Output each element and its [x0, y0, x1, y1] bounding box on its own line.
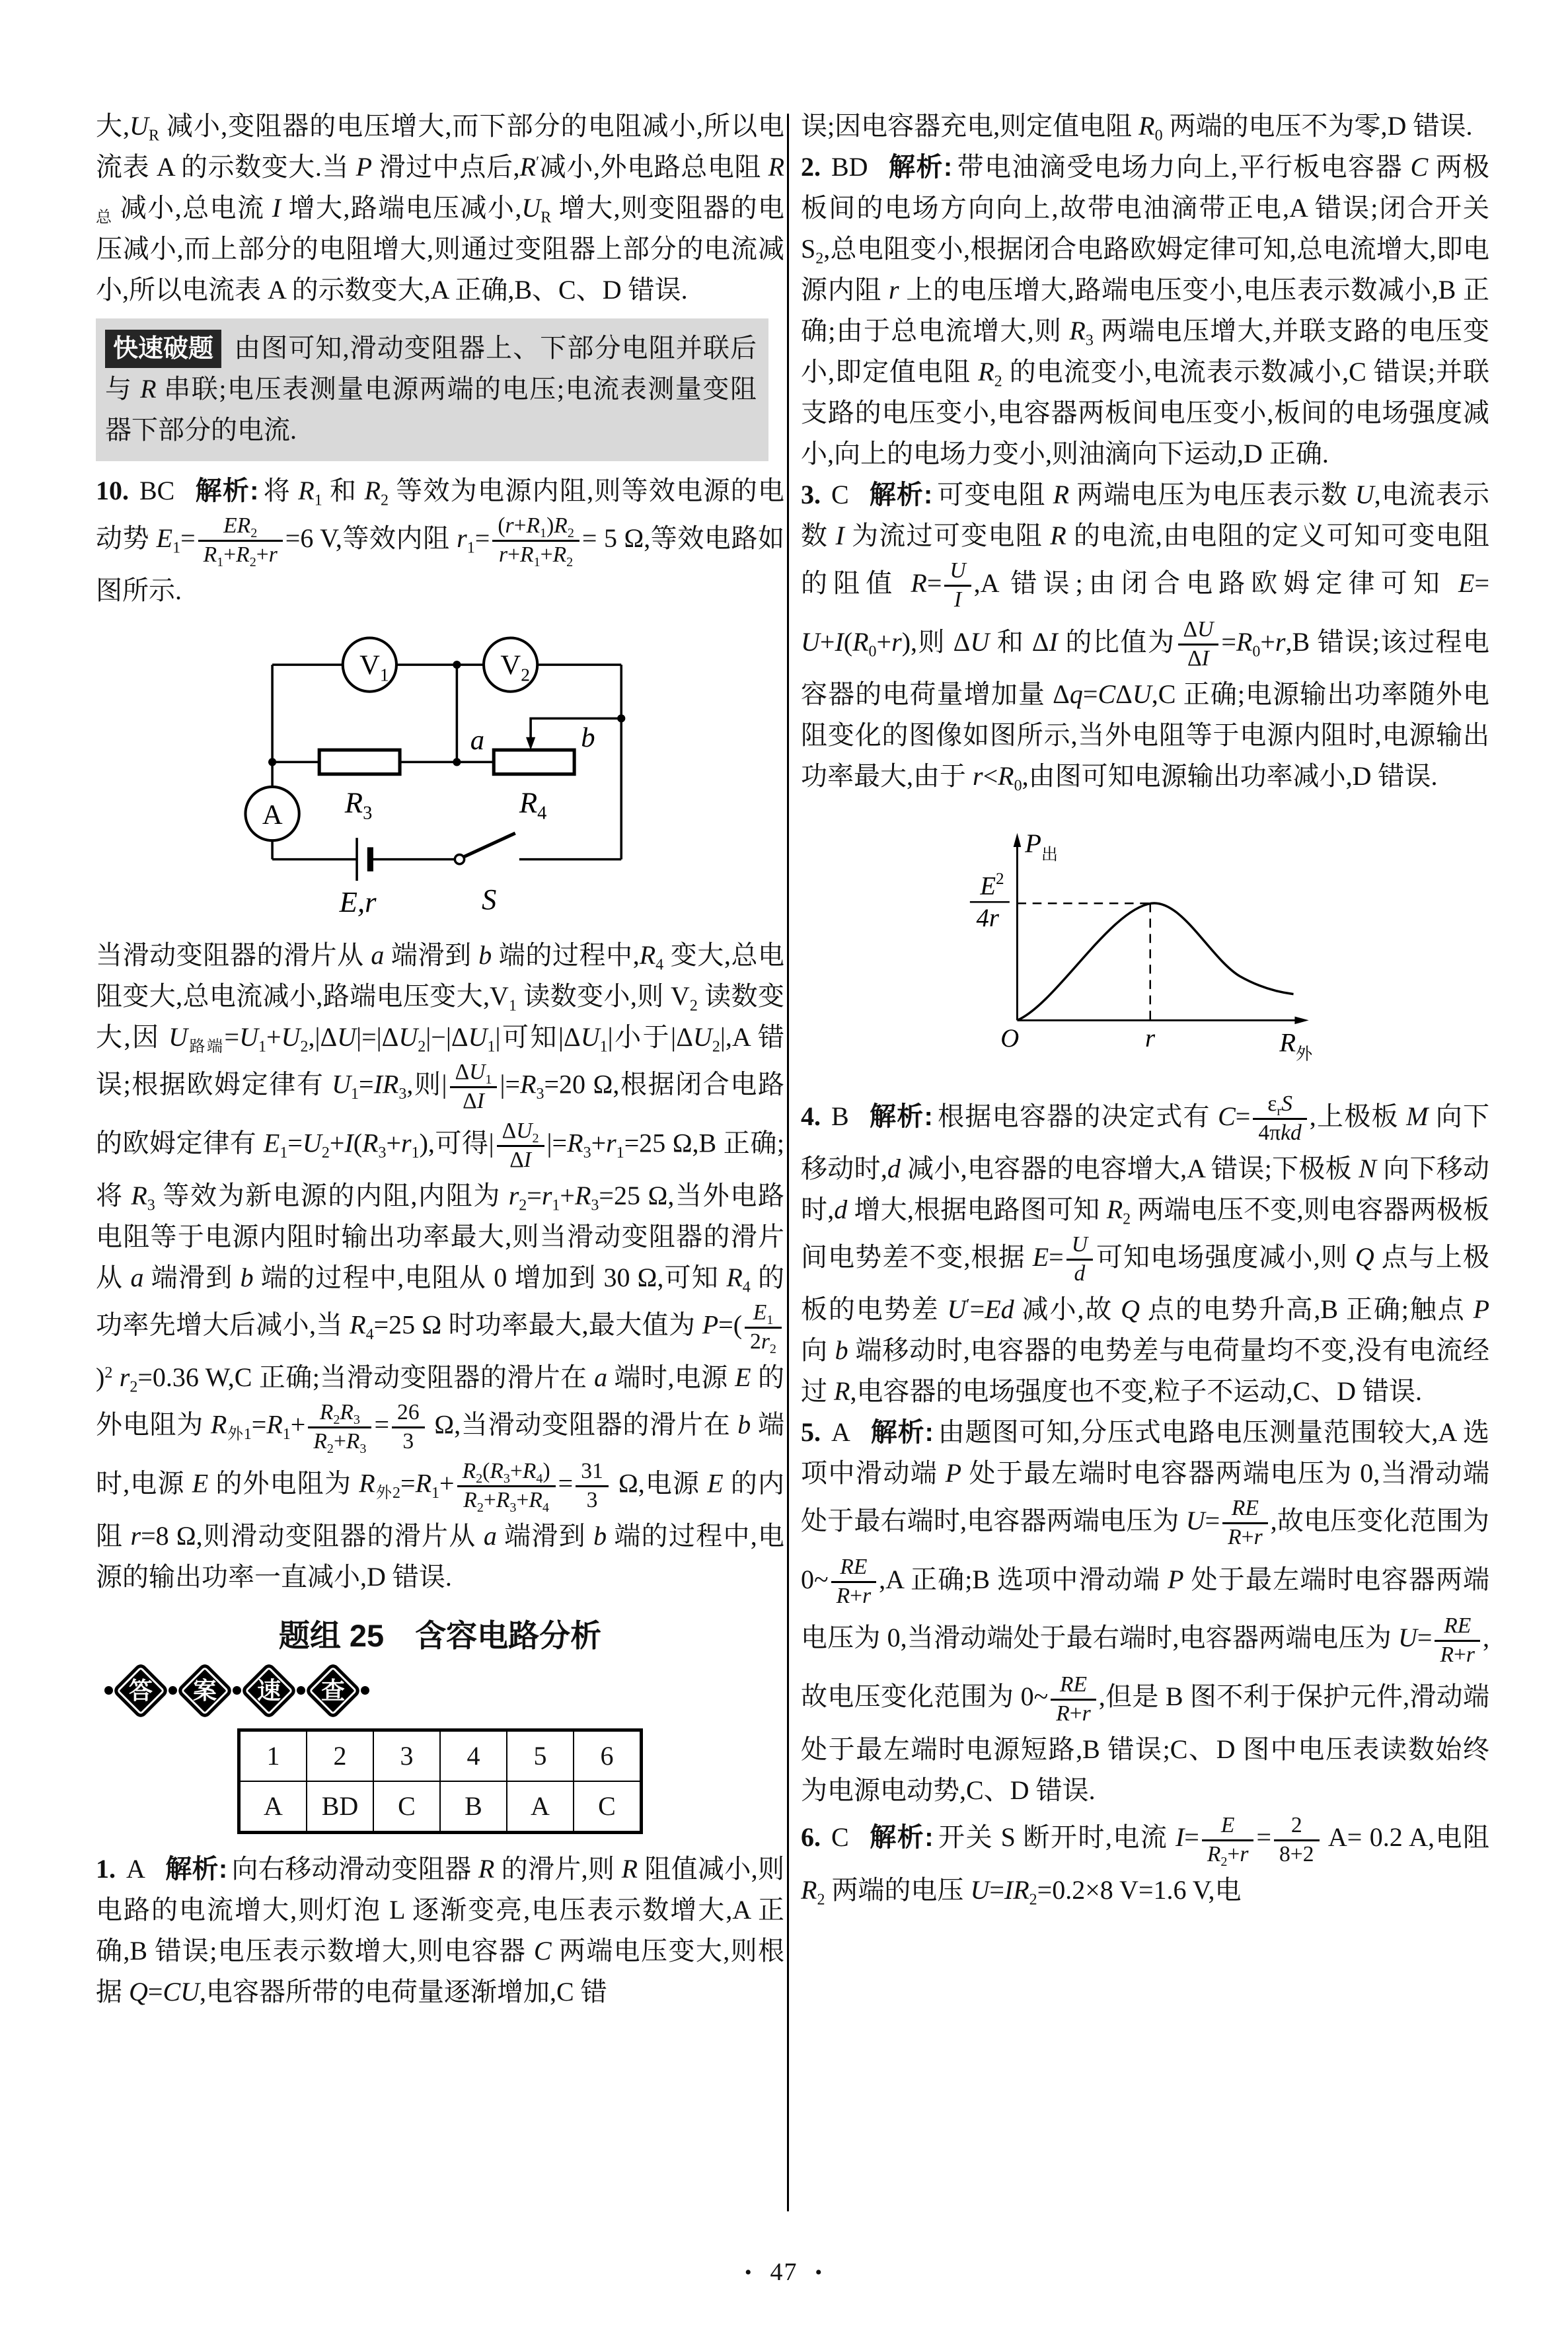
item-5 [801, 1412, 1489, 1811]
item-number: 5. [801, 1417, 821, 1447]
item-answer: BC [139, 476, 175, 505]
battery-symbol [357, 838, 370, 881]
page-number: 47 [770, 2258, 798, 2286]
item-answer: A [831, 1417, 850, 1447]
terminal-a-label: a [470, 725, 485, 757]
answer-check-badge [97, 1670, 784, 1711]
switch-label: S [481, 882, 497, 916]
power-graph-figure [801, 803, 1489, 1083]
origin-label: O [1000, 1024, 1020, 1052]
y-max-fraction [970, 870, 1010, 932]
badge-dot [361, 1686, 369, 1695]
item-number: 10. [96, 476, 129, 505]
badge-diamond: 答 [112, 1662, 170, 1720]
power-vs-resistance-graph [947, 803, 1343, 1071]
battery-label: E,r [339, 885, 377, 916]
analysis-label: 解析: [165, 1854, 228, 1884]
analysis-label: 解析: [868, 1101, 933, 1131]
y-axis-label: $P_出$ [1025, 828, 1059, 864]
item-1 [96, 1849, 784, 2012]
page-footer [0, 2252, 1568, 2293]
item-answer: C [831, 1822, 849, 1853]
slider-arrow [526, 737, 535, 750]
quick-tip-label: 快速破题 [105, 330, 221, 368]
rheostat-r4-label: $R_4$ [519, 786, 547, 824]
answer-table-row [239, 1781, 642, 1833]
item-number: 6. [801, 1822, 821, 1853]
item-body: 根据电容器的决定式有 C= $\frac{\varepsilon_rS}{\text{4πkd}}$ ,上极板 M 向下移动时,d 减小,电容器的电容增大,A 错误;下极板 N 向下移动时,d 增大,根据电路图可知 $R_2$ 两端电压不变,则电容器两极板间电势差不变,根据 E= $\frac{U}{d}$ 可知电场强度减小,则 Q 点与上极板的电势差 U′=Ed 减小,故 Q 点的电势升高,B 正确;触点 P 向 b 端移动时,电容器的电势差与电荷量均不变,没有电流经过 R,电容器的电场强度也不变,粒子不运动,C、D 错误. [801, 1091, 1489, 1406]
graph-axes [1017, 843, 1298, 1020]
item-body: 可变电阻 R 两端电压为电压表示数 U,电流表示数 I 为流过可变电阻 R 的电流,由电阻的定义可知可变电阻的阻值 R= $\frac{U}{I}$ ,A 错误;由闭合电路欧姆定律可知 $E= U+I(R_0+r)$,则 ΔU 和 ΔI 的比值为 $\frac{\Delta U}{\Delta I}$ $=R_0+r,B$ 错误;该过程电容器的电荷量增加量 Δq=CΔU,C 正确;电源输出功率随外电阻变化的图像如图所示,当外电阻等于电源内阻时,电源输出功率最大,由于 $r<R_0$,由图可知电源输出功率减小,D 错误. [801, 480, 1489, 795]
badge-diamond: 案 [176, 1662, 234, 1720]
y-axis-arrow [1014, 833, 1022, 847]
item-body: 带电油滴受电场力向上,平行板电容器 C 两极板间的电场方向向上,故带电油滴带正电,A 错误;闭合开关 $S_2$,总电阻变小,根据闭合电路欧姆定律可知,总电流增大,即电源内阻 r 上的电压增大,路端电压变小,电压表示数减小,B 正确;由于总电流增大,则 $R_3$ 两端电压增大,并联支路的电压变小,即定值电阻 $R_2$ 的电流变小,电流表示数减小,C 错误;并联支路的电压变小,电容器两板间电压变小,板间的电场强度减小,向上的电场力变小,则油滴向下运动,D 正确. [801, 152, 1489, 468]
answer-table-cell: C [574, 1781, 642, 1833]
answer-table-cell: 5 [507, 1730, 574, 1781]
answer-table-cell: B [440, 1781, 507, 1833]
item-answer: B [831, 1101, 849, 1131]
voltmeter-1-label: $V_1$ [359, 649, 389, 685]
item-number: 1. [96, 1853, 116, 1884]
item-body: 向右移动滑动变阻器 R 的滑片,则 R 阻值减小,则电路的电流增大,则灯泡 L 逐渐变亮,电压表示数增大,A 正确,B 错误;电压表示数增大,则电容器 C 两端电压变大,则根据 Q=CU,电容器所带的电荷量逐渐增加,C 错 [96, 1853, 784, 2007]
badge-dot [168, 1686, 177, 1695]
power-curve [1017, 903, 1293, 1020]
quick-tip-box [96, 318, 768, 461]
item-6 [801, 1811, 1489, 1911]
item-body: 由题图可知,分压式电路电压测量范围较大,A 选项中滑动端 P 处于最左端时电容器两端电压为 0,当滑动端处于最右端时,电容器两端电压为 U= $\frac{RE}{R+r}$ ,故电压变化范围为 0~ $\frac{RE}{R+r}$ ,A 正确;B 选项中滑动端 P 处于最左端时电容器两端电压为 0,当滑动端处于最右端时,电容器两端电压为 U= $\frac{RE}{R+r}$ ,故电压变化范围为 0~ $\frac{RE}{R+r}$ ,但是 B 图不利于保护元件,滑动端处于最左端时电源短路,B 错误;C、D 图中电压表读数始终为电源电动势,C、D 错误. [801, 1417, 1489, 1805]
resistor-r3-label: $R_3$ [344, 786, 373, 824]
badge-dot [297, 1686, 305, 1695]
section-heading: 题组 25 含容电路分析 [278, 1617, 602, 1653]
svg-text:4r: 4r [976, 904, 999, 932]
footer-left-dot: • [744, 2262, 753, 2283]
item-answer: A [126, 1853, 145, 1884]
analysis-label: 解析: [194, 476, 259, 505]
answer-table-cell: A [507, 1781, 574, 1833]
answer-table-body [239, 1730, 642, 1832]
left-column [96, 106, 784, 2263]
paragraph-analysis-10: 当滑动变阻器的滑片从 a 端滑到 b 端的过程中$,R_4$ 变大,总电阻变大,总电流减小,路端电压变大$,V_1$ 读数变小,则 $V_2$ 读数变大,因 $U_{路端}=U_1+U_2,|\Delta U|=|\Delta U_2|-|\Delta U_1|$可知$|\Delta U_1|$小于$|\Delta U_2|,A$ 错误;根据欧姆定律有 $U_1=IR_3$,则| $\frac{\Delta U_1}{\Delta I}$ $|=R_3=20$ Ω,根据闭合电路的欧姆定律有 $E_1=U_2+I(R_3+r_1)$,可得| $\frac{\Delta U_2}{\Delta I}$ $|=R_3+r_1=25$ Ω,B 正确;将 $R_3$ 等效为新电源的内阻,内阻为 $r_2=r_1+R_3=25$ Ω,当外电路电阻等于电源内阻时输出功率最大,则当滑动变阻器的滑片从 a 端滑到 b 端的过程中,电阻从 0 增加到 30 Ω,可知 $R_4$ 的功率先增大后减小,当 $R_4=25$ Ω 时功率最大,最大值为 P=( $\frac{E_1}{2r_2}$ )$^2$ $r_2=0.36$ W,C 正确;当滑动变阻器的滑片在 a 端时,电源 E 的外电阻为 $R_{外1}=R_1+$ $\frac{R_2R_3}{R_2+R_3}$ = $\frac{26}{3}$ Ω,当滑动变阻器的滑片在 b 端时,电源 E 的外电阻为 $R_{外2}=R_1+$ $\frac{R_2(R_3+R_4)}{R_2+R_3+R_4}$ = $\frac{31}{3}$ Ω,电源 E 的内阻 r=8 Ω,则滑动变阻器的滑片从 a 端滑到 b 端的过程中,电源的输出功率一直减小,D 错误. [96, 940, 784, 1592]
item-3 [801, 474, 1489, 797]
badge-diamond: 查 [304, 1662, 362, 1720]
badge-dot [104, 1686, 113, 1695]
column-divider [787, 114, 789, 2211]
answer-table-cell: 2 [307, 1730, 373, 1781]
answer-table-cell: 6 [574, 1730, 642, 1781]
answer-table-row [239, 1730, 642, 1781]
item-number: 2. [801, 152, 821, 182]
item-2 [801, 147, 1489, 474]
badge-dot [233, 1686, 241, 1695]
switch-symbol [455, 833, 515, 864]
item-number: 4. [801, 1101, 821, 1131]
item-answer: C [831, 480, 849, 509]
x-axis-arrow [1294, 1016, 1308, 1024]
x-axis-label: $R_外$ [1279, 1027, 1313, 1064]
analysis-label: 解析: [868, 480, 933, 509]
item-1-continuation: 误;因电容器充电,则定值电阻 $R_0$ 两端的电压不为零,D 错误. [801, 111, 1473, 145]
item-10 [96, 470, 784, 611]
answer-table-cell: 3 [373, 1730, 440, 1781]
analysis-label: 解析: [887, 153, 953, 182]
terminal-b-label: b [581, 721, 595, 753]
answer-table [237, 1728, 643, 1834]
voltmeter-2-label: $V_2$ [500, 649, 530, 685]
circuit-diagram [225, 618, 655, 916]
dashed-guides [1017, 903, 1150, 1020]
answer-table-cell: A [239, 1781, 307, 1833]
item-4 [801, 1089, 1489, 1412]
r-tick-label: r [1145, 1024, 1156, 1052]
circuit-figure [96, 618, 784, 928]
item-number: 3. [801, 480, 821, 509]
item-body: 将 $R_1$ 和 $R_2$ 等效为电源内阻,则等效电源的电动势 $E_1=$ $\frac{ER_2}{R_1+R_2+r}$ =6 V,等效内阻 $r_1=$ $\frac{(r+R_1)R_2}{r+R_1+R_2}$ = 5 Ω,等效电路如图所示. [96, 476, 784, 605]
answer-table-cell: 4 [440, 1730, 507, 1781]
analysis-label: 解析: [868, 1823, 934, 1853]
quick-tip-text: 由图可知,滑动变阻器上、下部分电阻并联后与 R 串联;电压表测量电源两端的电压;电流表测量变阻器下部分的电流. [105, 333, 757, 445]
right-column [801, 106, 1489, 2263]
answer-table-cell: C [373, 1781, 440, 1833]
rheostat-r4 [494, 750, 574, 774]
resistor-r3 [319, 750, 400, 774]
answer-table-cell: BD [307, 1781, 373, 1833]
ammeter-label: A [262, 799, 283, 830]
paragraph-continuation: 大$,U_R$ 减小,变阻器的电压增大,而下部分的电阻减小,所以电流表 A 的示数变大.当 P 滑过中点后,R′减小,外电路总电阻 $R_总$ 减小,总电流 I 增大,路端电压减小$,U_R$ 增大,则变阻器的电压减小,而上部分的电阻增大,则通过变阻器上部分的电流减小,所以电流表 A 的示数变大,A 正确,B、C、D 错误. [96, 111, 784, 305]
item-answer: BD [831, 152, 868, 182]
answer-table-cell: 1 [239, 1730, 307, 1781]
svg-text:E2: $E^2$ [980, 870, 1004, 901]
analysis-label: 解析: [870, 1417, 934, 1447]
item-body: 开关 S 断开时,电流 I= $\frac{E}{R_2+r}$ = $\frac{2}{8+2}$ A= 0.2 A,电阻 $R_2$ 两端的电压 $U=IR_2=0.2\times 8$ V=1.6 V,电 [801, 1812, 1489, 1909]
footer-right-dot: • [815, 2262, 824, 2283]
badge-diamond: 速 [240, 1662, 298, 1720]
